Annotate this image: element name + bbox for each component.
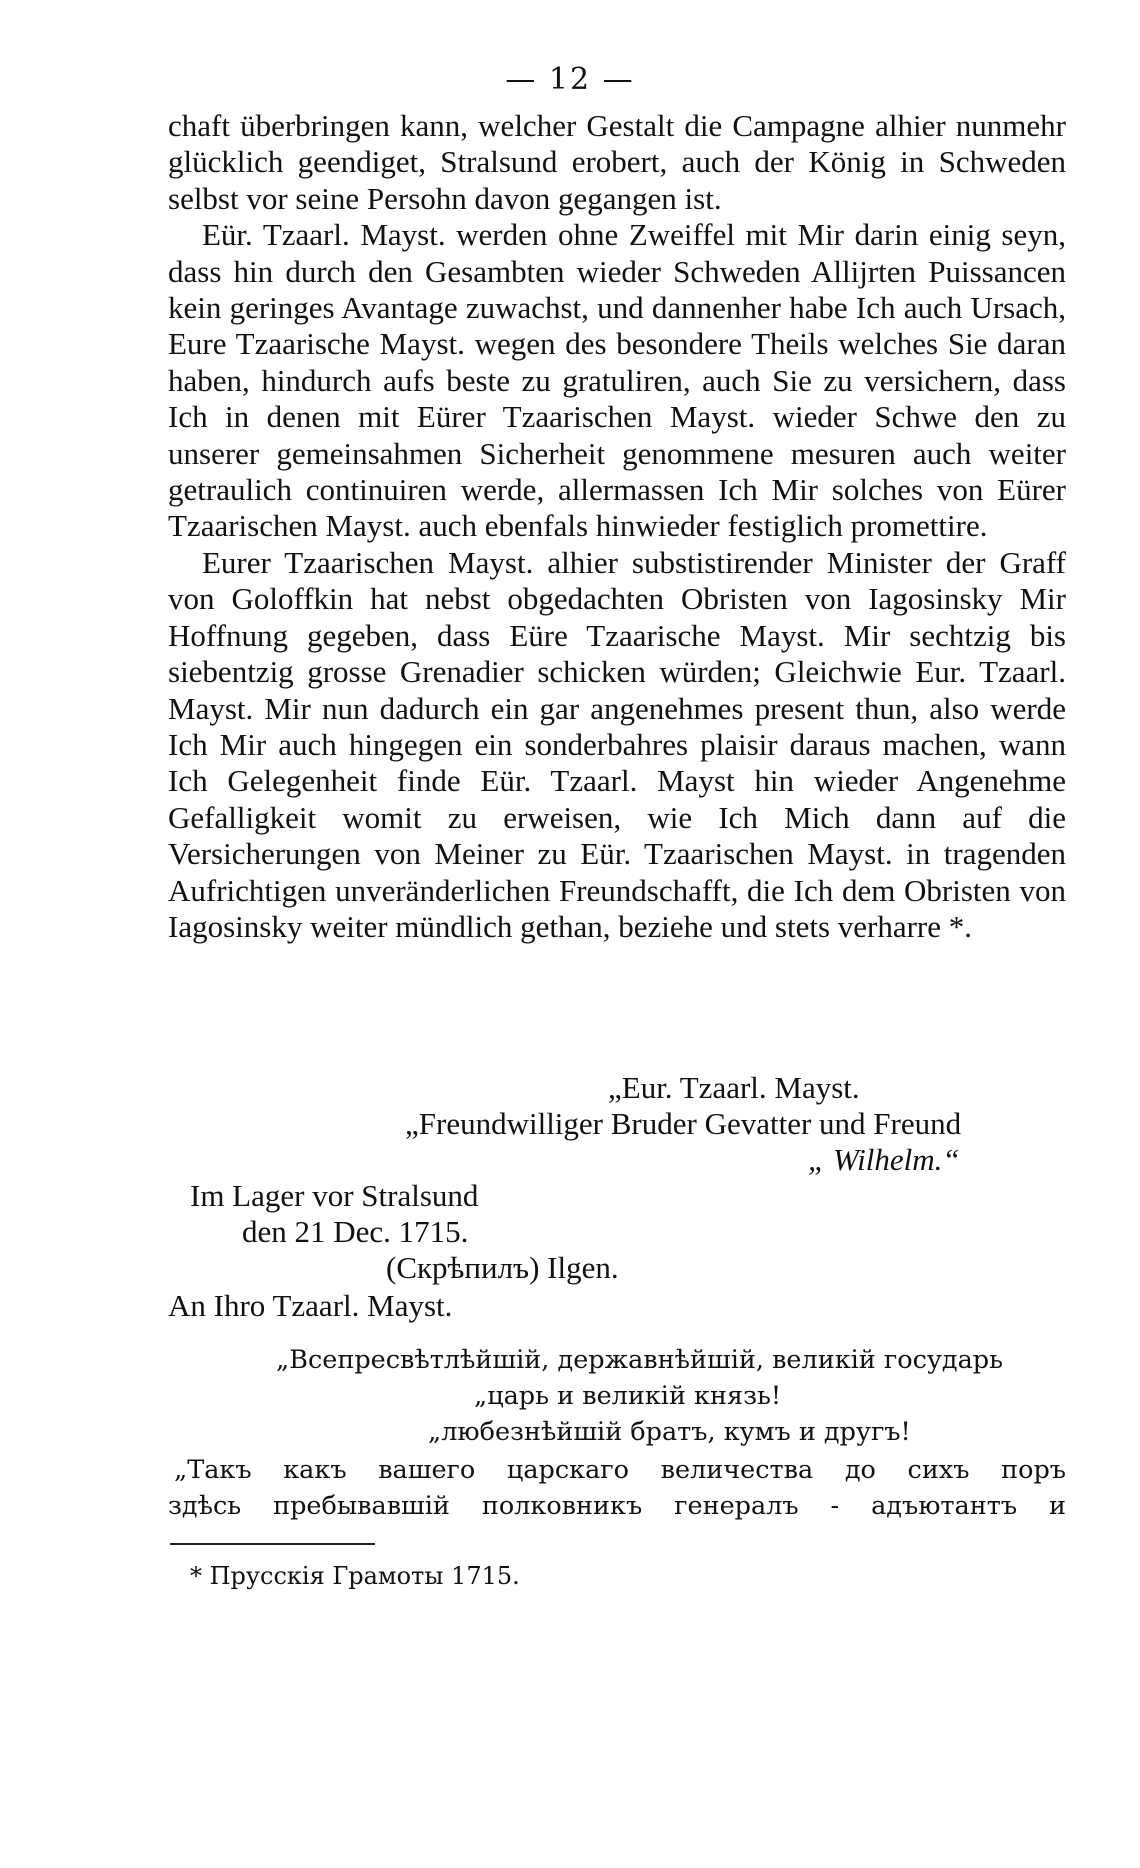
place-line: Im Lager vor Stralsund <box>190 1178 479 1213</box>
addressee-line: An Ihro Tzaarl. Mayst. <box>168 1288 453 1323</box>
russian-line-2: „царь и великій князь! <box>474 1381 782 1411</box>
paragraph-1: chaft überbringen kann, welcher Gestalt die Campagne alhier nunmehr glücklich geendiget, Stralsund erobert, auch der König in Schweden selbst vor seine Persohn davon gegangen ist. <box>168 108 1066 216</box>
letter-body <box>168 108 1066 945</box>
signatory-name: „ Wilhelm.“ <box>808 1142 960 1177</box>
page-number: — 12 — <box>505 62 635 97</box>
paragraph-3: Eurer Tzaarischen Mayst. alhier substistirender Minister der Graff von Goloffkin hat nebst obgedachten Obristen von Iagosinsky Mir Hoffnung gegeben, dass Eüre Tzaarische Mayst. Mir sechtzig bis siebentzig grosse Grenadier schicken würden; Gleichwie Eur. Tzaarl. Mayst. Mir nun dadurch ein gar angenehmes present thun, also werde Ich Mir auch hingegen ein sonderbahres plaisir daraus machen, wann Ich Gelegenheit finde Eür. Tzaarl. Mayst hin wieder Angenehme Gefalligkeit womit zu erweisen, wie Ich Mich dann auf die Versicherungen von Meiner zu Eür. Tzaarischen Mayst. in tragenden Aufrichtigen unveränderlichen Freundschafft, die Ich dem Obristen von Iagosinsky weiter mündlich gethan, beziehe und stets verharre *. <box>168 544 1066 944</box>
russian-line-1: „Всепресвѣтлѣйшій, державнѣйшій, великій государь <box>276 1345 1004 1375</box>
russian-line-3: „любезнѣйшій братъ, кумъ и другъ! <box>428 1417 911 1447</box>
footnote: * Прусскія Грамоты 1715. <box>190 1562 520 1590</box>
countersignature: (Скрѣпилъ) Ilgen. <box>386 1250 619 1285</box>
russian-line-5: здѣсь пребывавшій полковникъ генералъ - адъютантъ и <box>168 1491 1066 1521</box>
closing-salutation: „Eur. Tzaarl. Mayst. <box>608 1070 860 1105</box>
paragraph-2: Eür. Tzaarl. Mayst. werden ohne Zweiffel mit Mir darin einig seyn, dass hin durch den Gesambten wieder Schweden Allijrten Puissancen kein geringes Avantage zuwachst, und dannenher habe Ich auch Ursach, Eure Tzaarische Mayst. wegen des besondere Theils welches Sie daran haben, hindurch aufs beste zu gratuliren, auch Sie zu versichern, dass Ich in denen mit Eürer Tzaarischen Mayst. wieder Schwe den zu unserer gemeinsahmen Sicherheit genommene mesuren auch weiter getraulich continuiren werde, allermassen Ich Mir solches von Eürer Tzaarischen Mayst. auch ebenfals hinwieder festiglich promettire. <box>168 217 1066 544</box>
date-line: den 21 Dec. 1715. <box>242 1214 469 1249</box>
footnote-rule <box>170 1543 375 1545</box>
closing-title: „Freundwilliger Bruder Gevatter und Freund <box>405 1106 962 1141</box>
russian-line-4: „Такъ какъ вашего царскаго величества до сихъ поръ <box>174 1455 1066 1485</box>
